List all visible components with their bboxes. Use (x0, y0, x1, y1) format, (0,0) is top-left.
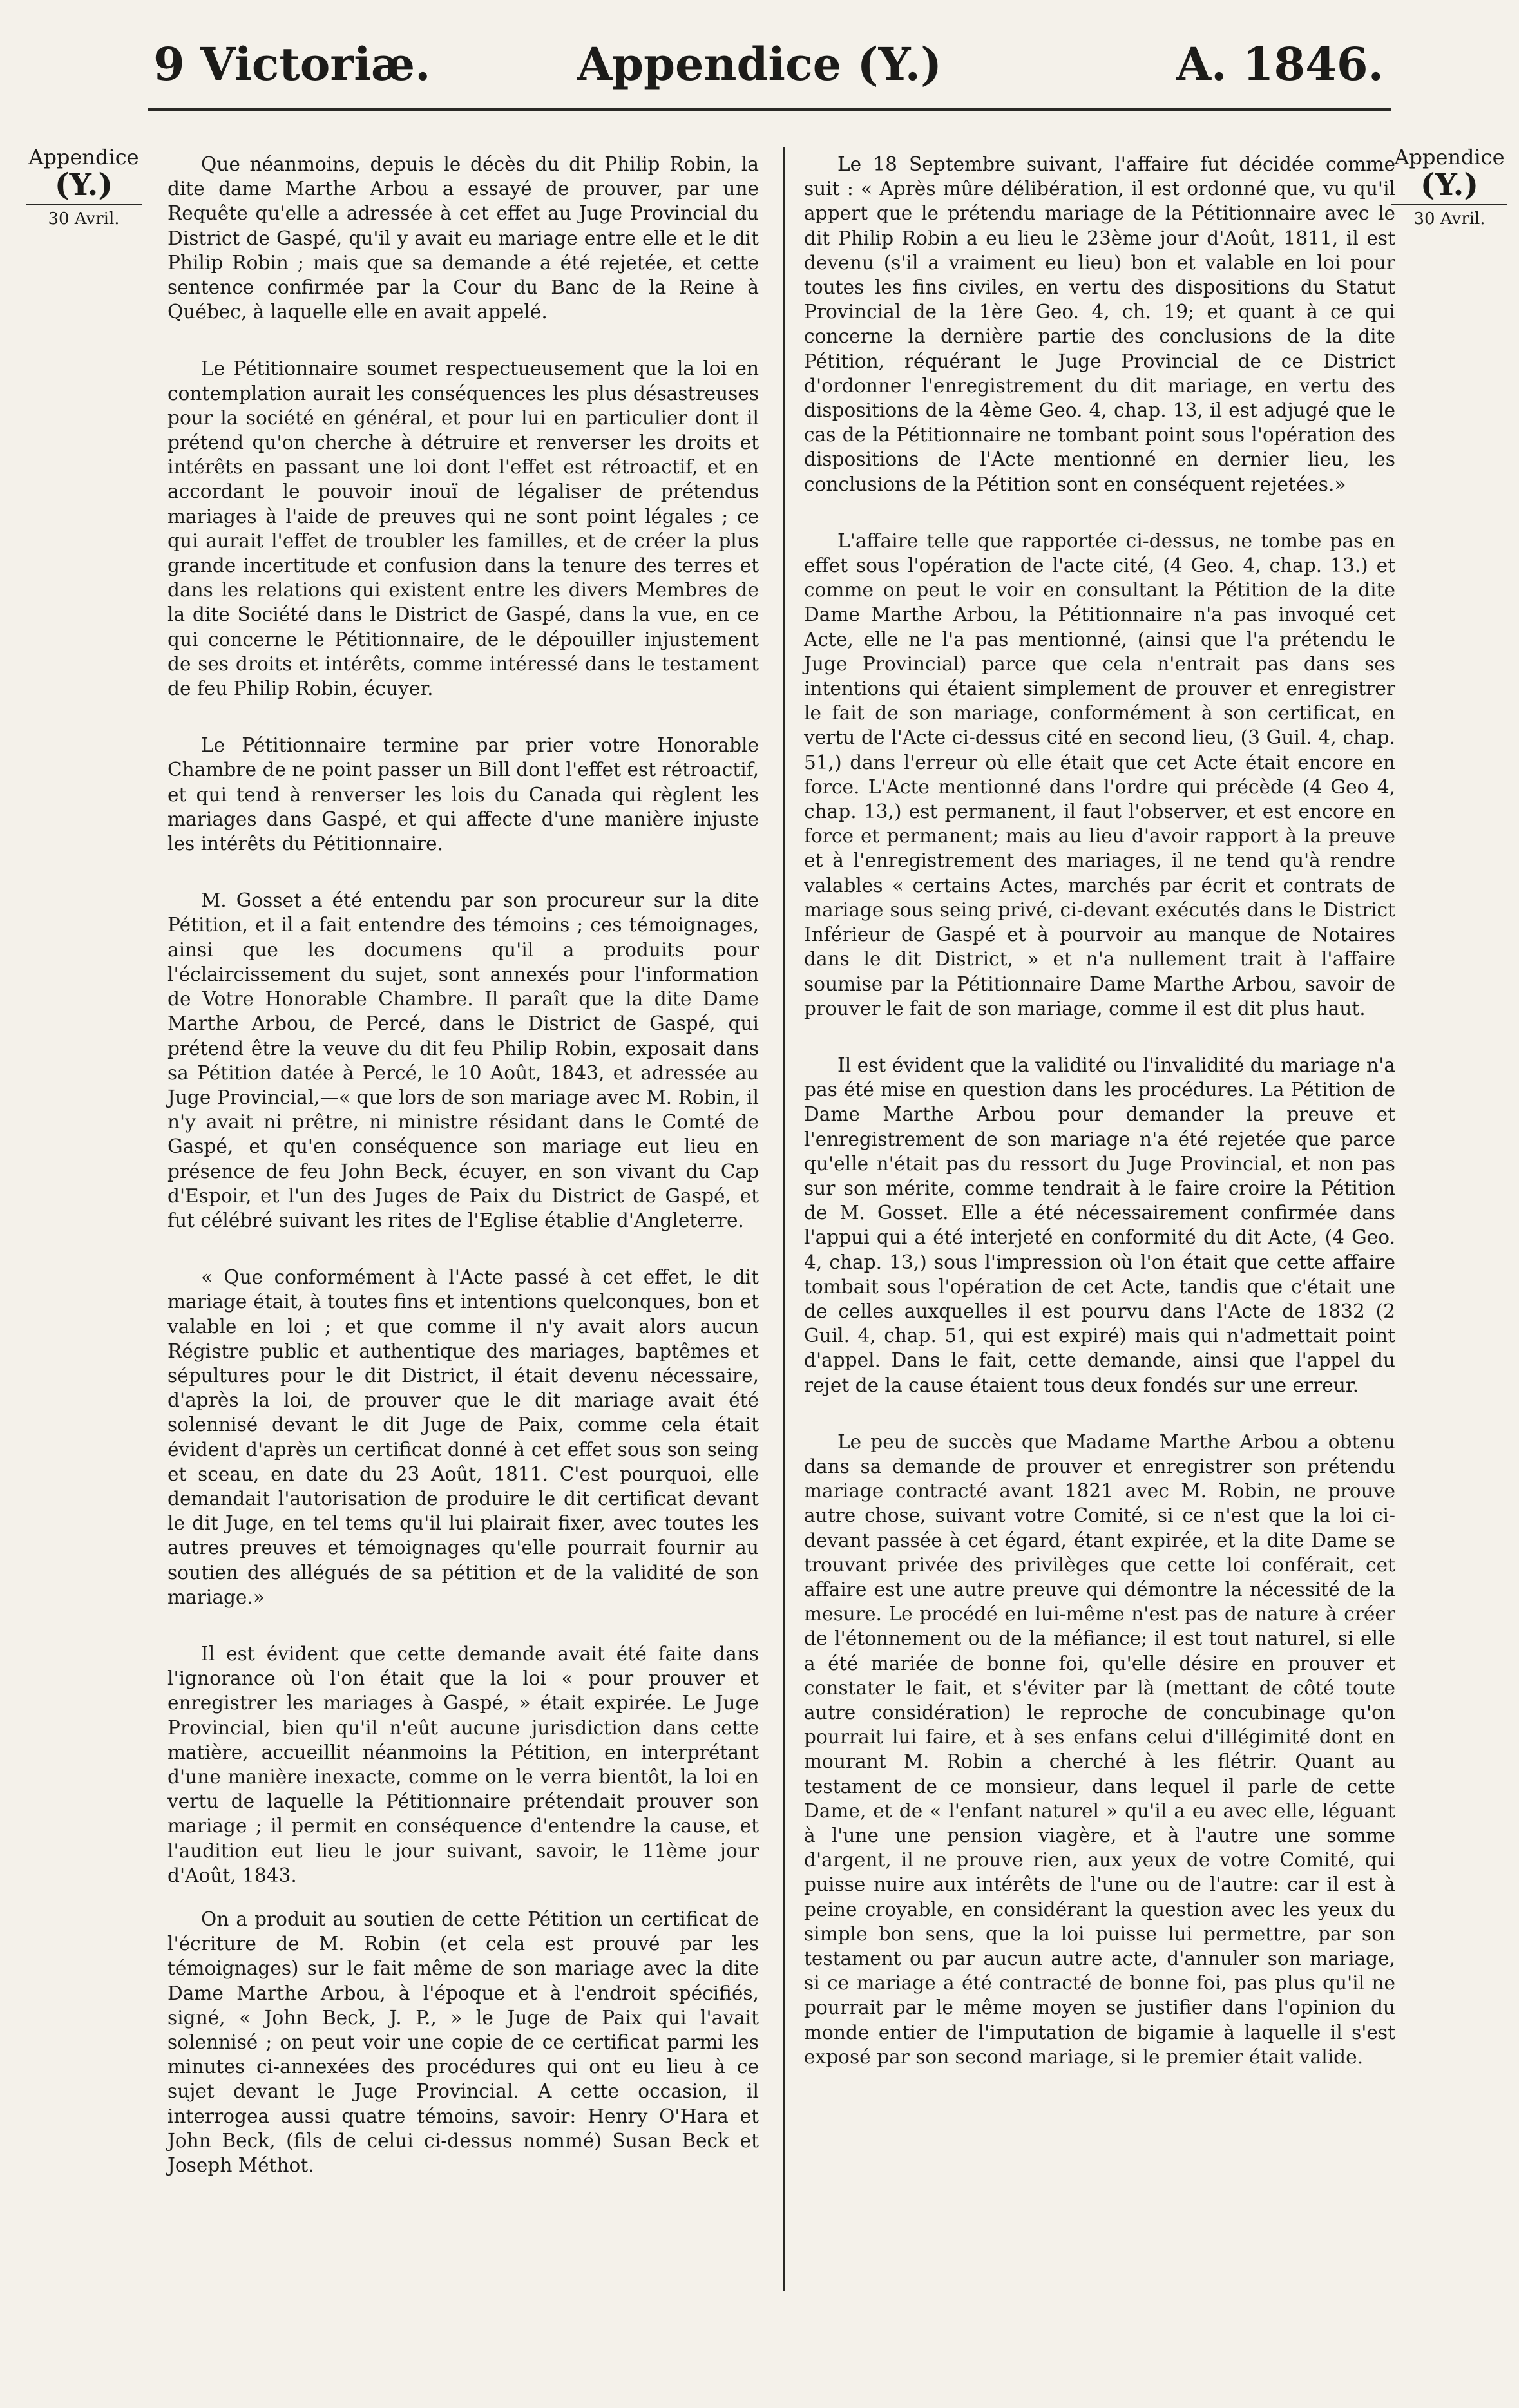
margin-letter: (Y.) (1420, 166, 1479, 203)
margin-appendice: Appendice (1394, 145, 1505, 169)
page-header (0, 37, 1519, 115)
header-session: 9 Victoriæ. (153, 37, 431, 91)
paragraph: Le peu de succès que Madame Marthe Arbou a obtenu dans sa demande de prouver et enregistrer son prétendu mariage contracté avant 1821 avec M. Robin, ne prouve autre chose, suivant votre Comité, si ce n'est que la loi ci-devant passée à cet égard, étant expirée, et la dite Dame se trouvant privée des privilèges que cette loi conférait, cet affaire est une autre preuve qui démontre la nécessité de la mesure. Le procédé en lui-même n'est pas de nature à créer de l'étonnement ou de la méfiance; il est tout naturel, si elle a été mariée de bonne foi, qu'elle désire en prouver et constater le fait, et s'éviter par là (mettant de côté toute autre considération) le reproche de concubinage qu'on pourrait lui faire, et à ses enfans celui d'illégimité dont en mourant M. Robin a cherché à les flétrir. Quant au testament de ce monsieur, dans lequel il parle de cette Dame, et de « l'enfant naturel » qu'il a eu avec elle, léguant à l'une une pension viagère, et à l'autre une somme d'argent, il ne prouve rien, aux yeux de votre Comité, qui puisse nuire aux intérêts de l'une ou de l'autre: car il est à peine croyable, en considérant la question avec les yeux du simple bon sens, que la loi puisse lui permettre, par son testament ou par aucun autre acte, d'annuler son mariage, si ce mariage a été contracté de bonne foi, pas plus qu'il ne pourrait par le même moyen se justifier dans l'opinion du monde entier de l'imputation de bigamie à laquelle il s'est exposé par son second mariage, si le premier était valide. (804, 1430, 1395, 2068)
left-column (167, 152, 759, 2210)
right-column (804, 152, 1395, 2101)
paragraph: Il est évident que cette demande avait été faite dans l'ignorance où l'on était que la loi « pour prouver et enregistrer les mariages à Gaspé, » était expirée. Le Juge Provincial, bien qu'il n'eût aucune jurisdiction dans cette matière, accueillit néanmoins la Pétition, en interprétant d'une manière inexacte, comme on le verra bientôt, la loi en vertu de laquelle la Pétitionnaire prétendait prouver son mariage ; il permit en conséquence d'entendre la cause, et l'audition eut lieu le jour suivant, savoir, le 11ème jour d'Août, 1843. (167, 1642, 759, 1886)
margin-letter: (Y.) (54, 166, 113, 203)
column-divider (783, 147, 785, 2291)
margin-note-right (1385, 147, 1514, 228)
paragraph: Le Pétitionnaire termine par prier votre Honorable Chambre de ne point passer un Bill dont l'effet est rétroactif, et qui tend à renverser les lois du Canada qui règlent les mariages dans Gaspé, et qui affecte d'une manière injuste les intérêts du Pétitionnaire. (167, 734, 759, 855)
paragraph: On a produit au soutien de cette Pétition un certificat de l'écriture de M. Robin (et cela est prouvé par les témoignages) sur le fait même de son mariage avec la dite Dame Marthe Arbou, à l'époque et à l'endroit spécifiés, signé, « John Beck, J. P., » le Juge de Paix qui l'avait solennisé ; on peut voir une copie de ce certificat parmi les minutes ci-annexées des procédures qui ont eu lieu à ce sujet devant le Juge Provincial. A cette occasion, il interrogea aussi quatre témoins, savoir: Henry O'Hara et John Beck, (fils de celui ci-dessus nommé) Susan Beck et Joseph Méthot. (167, 1908, 759, 2177)
margin-brace (1391, 204, 1507, 205)
margin-appendice: Appendice (28, 145, 139, 169)
margin-date: 30 Avril. (1413, 209, 1486, 229)
paragraph: Le Pétitionnaire soumet respectueusement que la loi en contemplation aurait les conséquences les plus désastreuses pour la société en général, et pour lui en particulier dont il prétend qu'on cherche à détruire et renverser les droits et intérêts en passant une loi dont l'effet est rétroactif, et en accordant le pouvoir inouï de légaliser de prétendus mariages à l'aide de preuves qui ne sont point légales ; ce qui aurait l'effet de troubler les familles, et de créer la plus grande incertitude et confusion dans la tenure des terres et dans les relations qui existent entre les divers Membres de la dite Société dans le District de Gaspé, dans la vue, en ce qui concerne le Pétitionnaire, de le dépouiller injustement de ses droits et intérêts, comme intéressé dans le testament de feu Philip Robin, écuyer. (167, 357, 759, 700)
header-title: Appendice (Y.) (577, 37, 942, 91)
paragraph: Que néanmoins, depuis le décès du dit Philip Robin, la dite dame Marthe Arbou a essayé de prouver, par une Requête qu'elle a adressée à cet effet au Juge Provincial du District de Gaspé, qu'il y avait eu mariage entre elle et le dit Philip Robin ; mais que sa demande a été rejetée, et cette sentence confirmée par la Cour du Banc de la Reine à Québec, à laquelle elle en avait appelé. (167, 153, 759, 323)
paragraph: M. Gosset a été entendu par son procureur sur la dite Pétition, et il a fait entendre des témoins ; ces témoignages, ainsi que les documens qu'il a produits pour l'éclaircissement du sujet, sont annexés pour l'information de Votre Honorable Chambre. Il paraît que la dite Dame Marthe Arbou, de Percé, dans le District de Gaspé, qui prétend être la veuve du dit feu Philip Robin, exposait dans sa Pétition datée à Percé, le 10 Août, 1843, et adressée au Juge Provincial,—« que lors de son mariage avec M. Robin, il n'y avait ni prêtre, ni ministre résidant dans le Comté de Gaspé, et qu'en conséquence son mariage eut lieu en présence de feu John Beck, écuyer, en son vivant du Cap d'Espoir, et l'un des Juges de Paix du District de Gaspé, et fut célébré suivant les rites de l'Eglise établie d'Angleterre. (167, 889, 759, 1231)
paragraph: Il est évident que la validité ou l'invalidité du mariage n'a pas été mise en question dans les procédures. La Pétition de Dame Marthe Arbou pour demander la preuve et l'enregistrement de son mariage n'a été rejetée que parce qu'elle n'était pas du ressort du Juge Provincial, et non pas sur son mérite, comme tendrait à le faire croire la Pétition de M. Gosset. Elle a été nécessairement confirmée dans l'appui qui a été interjeté en conformité du dit Acte, (4 Geo. 4, chap. 13,) sous l'impression où l'on était que cette affaire tombait sous l'opération de cet Acte, tandis que c'était une de celles auxquelles il est pourvu dans l'Acte de 1832 (2 Guil. 4, chap. 51, qui est expiré) mais qui n'admettait point d'appel. Dans le fait, cette demande, ainsi que l'appel du rejet de la cause étaient tous deux fondés sur une erreur. (804, 1054, 1395, 1396)
paragraph: « Que conformément à l'Acte passé à cet effet, le dit mariage était, à toutes fins et intentions quelconques, bon et valable en loi ; et que comme il n'y avait alors aucun Régistre public et authentique des mariages, baptêmes et sépultures pour le dit District, il était devenu nécessaire, d'après la loi, de prouver que le dit mariage avait été solennisé devant le dit Juge de Paix, comme cela était évident d'après un certificat donné à cet effet sous son seing et sceau, en date du 23 Août, 1811. C'est pourquoi, elle demandait l'autorisation de produire le dit certificat devant le dit Juge, en tel tems qu'il lui plairait fixer, avec toutes les autres preuves et témoignages qu'elle pourrait fournir au soutien des allégués de sa pétition et de la validité de son mariage.» (167, 1266, 759, 1608)
header-rule (148, 108, 1391, 111)
header-year: A. 1846. (1176, 37, 1384, 91)
paragraph: L'affaire telle que rapportée ci-dessus, ne tombe pas en effet sous l'opération de l'acte cité, (4 Geo. 4, chap. 13.) et comme on peut le voir en consultant la Pétition de la dite Dame Marthe Arbou, la Pétitionnaire n'a pas invoqué cet Acte, elle ne l'a pas mentionné, (ainsi que l'a prétendu le Juge Provincial) parce que cela n'entrait pas dans ses intentions qui étaient simplement de prouver et enregistrer le fait de son mariage, conformément à son certificat, en vertu de l'Acte ci-dessus cité en second lieu, (3 Guil. 4, chap. 51,) dans l'erreur où elle était que cet Acte était encore en force. L'Acte mentionné dans l'ordre qui précède (4 Geo 4, chap. 13,) est permanent, il faut l'observer, et est encore en force et permanent; mais au lieu d'avoir rapport à la preuve et à l'enregistrement des mariages, il ne tend qu'à rendre valables « certains Actes, marchés par écrit et contrats de mariage sous seing privé, ci-devant exécutés dans le District Inférieur de Gaspé et à pourvoir au manque de Notaires dans le dit District, » et n'a nullement trait à l'affaire soumise par la Pétitionnaire Dame Marthe Arbou, savoir de prouver le fait de son mariage, comme il est dit plus haut. (804, 529, 1395, 1019)
margin-date: 30 Avril. (48, 209, 120, 229)
margin-brace (26, 204, 142, 205)
margin-note-left (19, 147, 148, 228)
paragraph: Le 18 Septembre suivant, l'affaire fut décidée comme suit : « Après mûre délibération, il est ordonné que, vu qu'il appert que le prétendu mariage de la Pétitionnaire avec le dit Philip Robin a eu lieu le 23ème jour d'Août, 1811, il est devenu (s'il a vraiment eu lieu) bon et valable en loi pour toutes les fins civiles, en vertu des dispositions du Statut Provincial de la 1ère Geo. 4, ch. 19; et quant à ce qui concerne la dernière partie des conclusions de la dite Pétition, réquérant le Juge Provincial de ce District d'ordonner l'enregistrement du dit mariage, en vertu des dispositions de la 4ème Geo. 4, chap. 13, il est adjugé que le cas de la Pétitionnaire ne tombant point sous l'opération des dispositions de l'Acte mentionné en dernier lieu, les conclusions de la Pétition sont en conséquent rejetées.» (804, 153, 1395, 495)
